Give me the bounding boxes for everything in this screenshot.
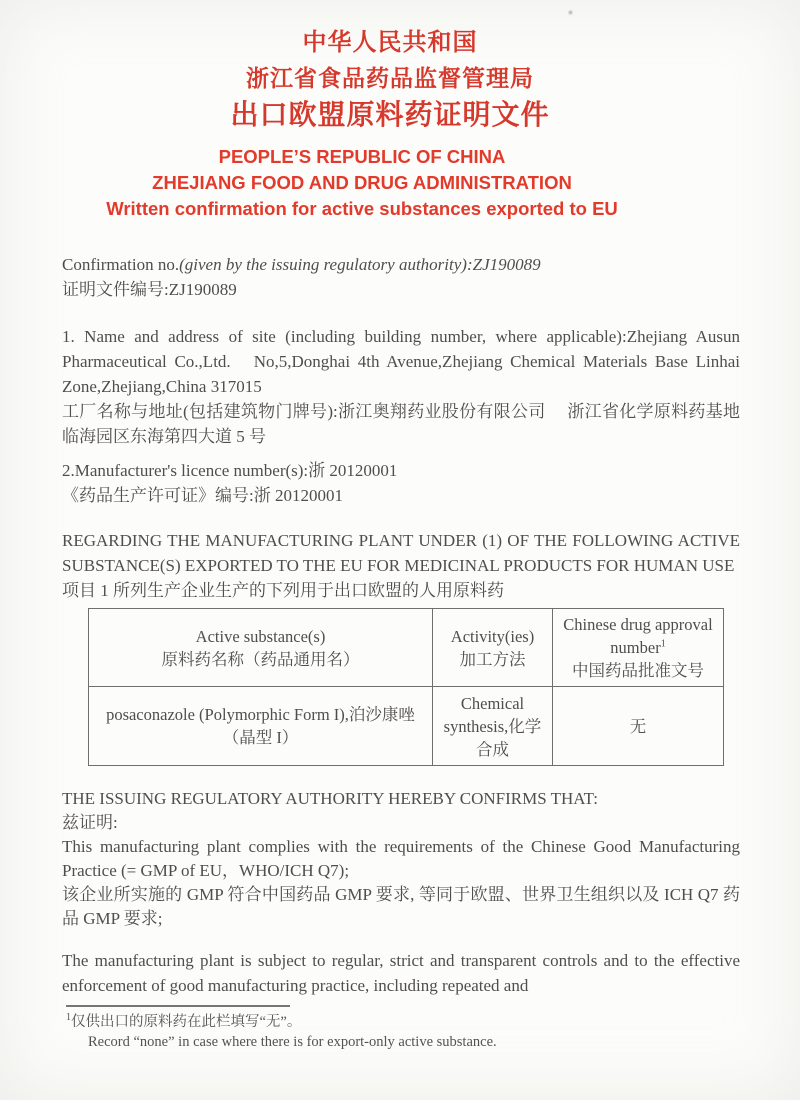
title-country-en: PEOPLE’S REPUBLIC OF CHINA	[218, 146, 506, 167]
cell-activity: Chemical synthesis,化学合成	[433, 687, 553, 766]
confirmation-label: Confirmation no.	[62, 255, 180, 274]
confirmation-number-line-cn: 证明文件编号:ZJ190089	[62, 280, 237, 299]
confirms-heading-cn: 兹证明:	[62, 813, 118, 832]
header-approval-en-text: Chinese drug approval number	[563, 615, 713, 657]
footnote-number: 1	[66, 1012, 71, 1024]
authority-confirms-block	[62, 787, 740, 931]
confirmation-value: :ZJ190089	[466, 255, 541, 274]
letterhead-chinese	[62, 26, 718, 135]
section-1-site-name-address	[62, 324, 740, 449]
letterhead-english	[62, 144, 662, 222]
confirmation-number-block	[62, 252, 740, 302]
controls-paragraph-block	[62, 948, 740, 998]
scan-speck	[568, 9, 573, 16]
title-agency-cn: 浙江省食品药品监督管理局	[246, 66, 534, 91]
confirmation-parenthetical: (given by the issuing regulatory authority)	[179, 255, 467, 274]
gmp-compliance-cn: 该企业所实施的 GMP 符合中国药品 GMP 要求, 等同于欧盟、世界卫生组织以及 ICH Q7 药品 GMP 要求;	[62, 885, 740, 928]
title-document-en: Written confirmation for active substances exported to EU	[106, 198, 618, 219]
confirmation-number-line-en	[62, 252, 740, 277]
table-header-row	[89, 609, 724, 687]
cell-substance-name: posaconazole (Polymorphic Form I),泊沙康唑（晶型 I）	[89, 687, 433, 766]
footnote-reference-mark: 1	[660, 638, 666, 650]
footnote-text-cn: 仅供出口的原料药在此栏填写“无”。	[71, 1014, 302, 1030]
header-approval-cn: 中国药品批准文号	[572, 661, 704, 680]
section-2-licence-number	[62, 458, 740, 508]
footnote-separator-rule	[66, 1005, 290, 1007]
controls-text-en: The manufacturing plant is subject to regular, strict and transparent controls and to the effective enforcement of good manufacturing practice, including repeated and	[62, 951, 740, 995]
header-cell-approval-number	[553, 609, 724, 687]
header-activity-en: Activity(ies)	[450, 626, 535, 646]
header-active-substance-cn: 原料药名称（药品通用名）	[161, 649, 360, 669]
header-active-substance-en: Active substance(s)	[195, 626, 326, 646]
section-2-text-en: 2.Manufacturer's licence number(s):浙 20120001	[62, 461, 398, 480]
substance-table-wrapper	[88, 608, 740, 766]
gmp-compliance-en: This manufacturing plant complies with the requirements of the Chinese Good Manufacturing Practice (= GMP of EU，WHO/ICH Q7);	[62, 837, 740, 880]
section-1-text-cn: 工厂名称与地址(包括建筑物门牌号):浙江奥翔药业股份有限公司 浙江省化学原料药基地临海园区东海第四大道 5 号	[62, 402, 740, 446]
header-activity-cn: 加工方法	[459, 649, 526, 669]
title-country-cn: 中华人民共和国	[302, 30, 478, 56]
section-1-text-en: 1. Name and address of site (including building number, where applicable):Zhejiang Ausun Pharmaceutical Co.,Ltd. No,5,Donghai 4th Avenue,Zhejiang Chemical Materials Base Linhai Zone,Zhejiang,China 317015	[62, 327, 740, 396]
title-agency-en: ZHEJIANG FOOD AND DRUG ADMINISTRATION	[152, 172, 572, 193]
substance-table	[88, 608, 724, 766]
footnote-block	[66, 1005, 686, 1052]
section-2-text-cn: 《药品生产许可证》编号:浙 20120001	[62, 486, 343, 505]
footnote-line-en: Record “none” in case where there is for export-only active substance.	[88, 1034, 497, 1050]
cell-approval-number: 无	[553, 687, 724, 766]
header-approval-en	[561, 613, 715, 659]
confirms-heading-en: THE ISSUING REGULATORY AUTHORITY HEREBY CONFIRMS THAT:	[62, 789, 598, 808]
table-row	[89, 687, 724, 766]
header-cell-active-substance	[89, 609, 433, 687]
footnote-line-cn	[66, 1012, 686, 1032]
regarding-text-cn: 项目 1 所列生产企业生产的下列用于出口欧盟的人用原料药	[62, 581, 504, 600]
header-cell-activity	[433, 609, 553, 687]
regarding-text-en: REGARDING THE MANUFACTURING PLANT UNDER (1) OF THE FOLLOWING ACTIVE SUBSTANCE(S) EXPORTED TO THE EU FOR MEDICINAL PRODUCTS FOR HUMAN USE	[62, 531, 740, 575]
title-document-cn: 出口欧盟原料药证明文件	[230, 100, 550, 131]
regarding-statement	[62, 528, 740, 603]
